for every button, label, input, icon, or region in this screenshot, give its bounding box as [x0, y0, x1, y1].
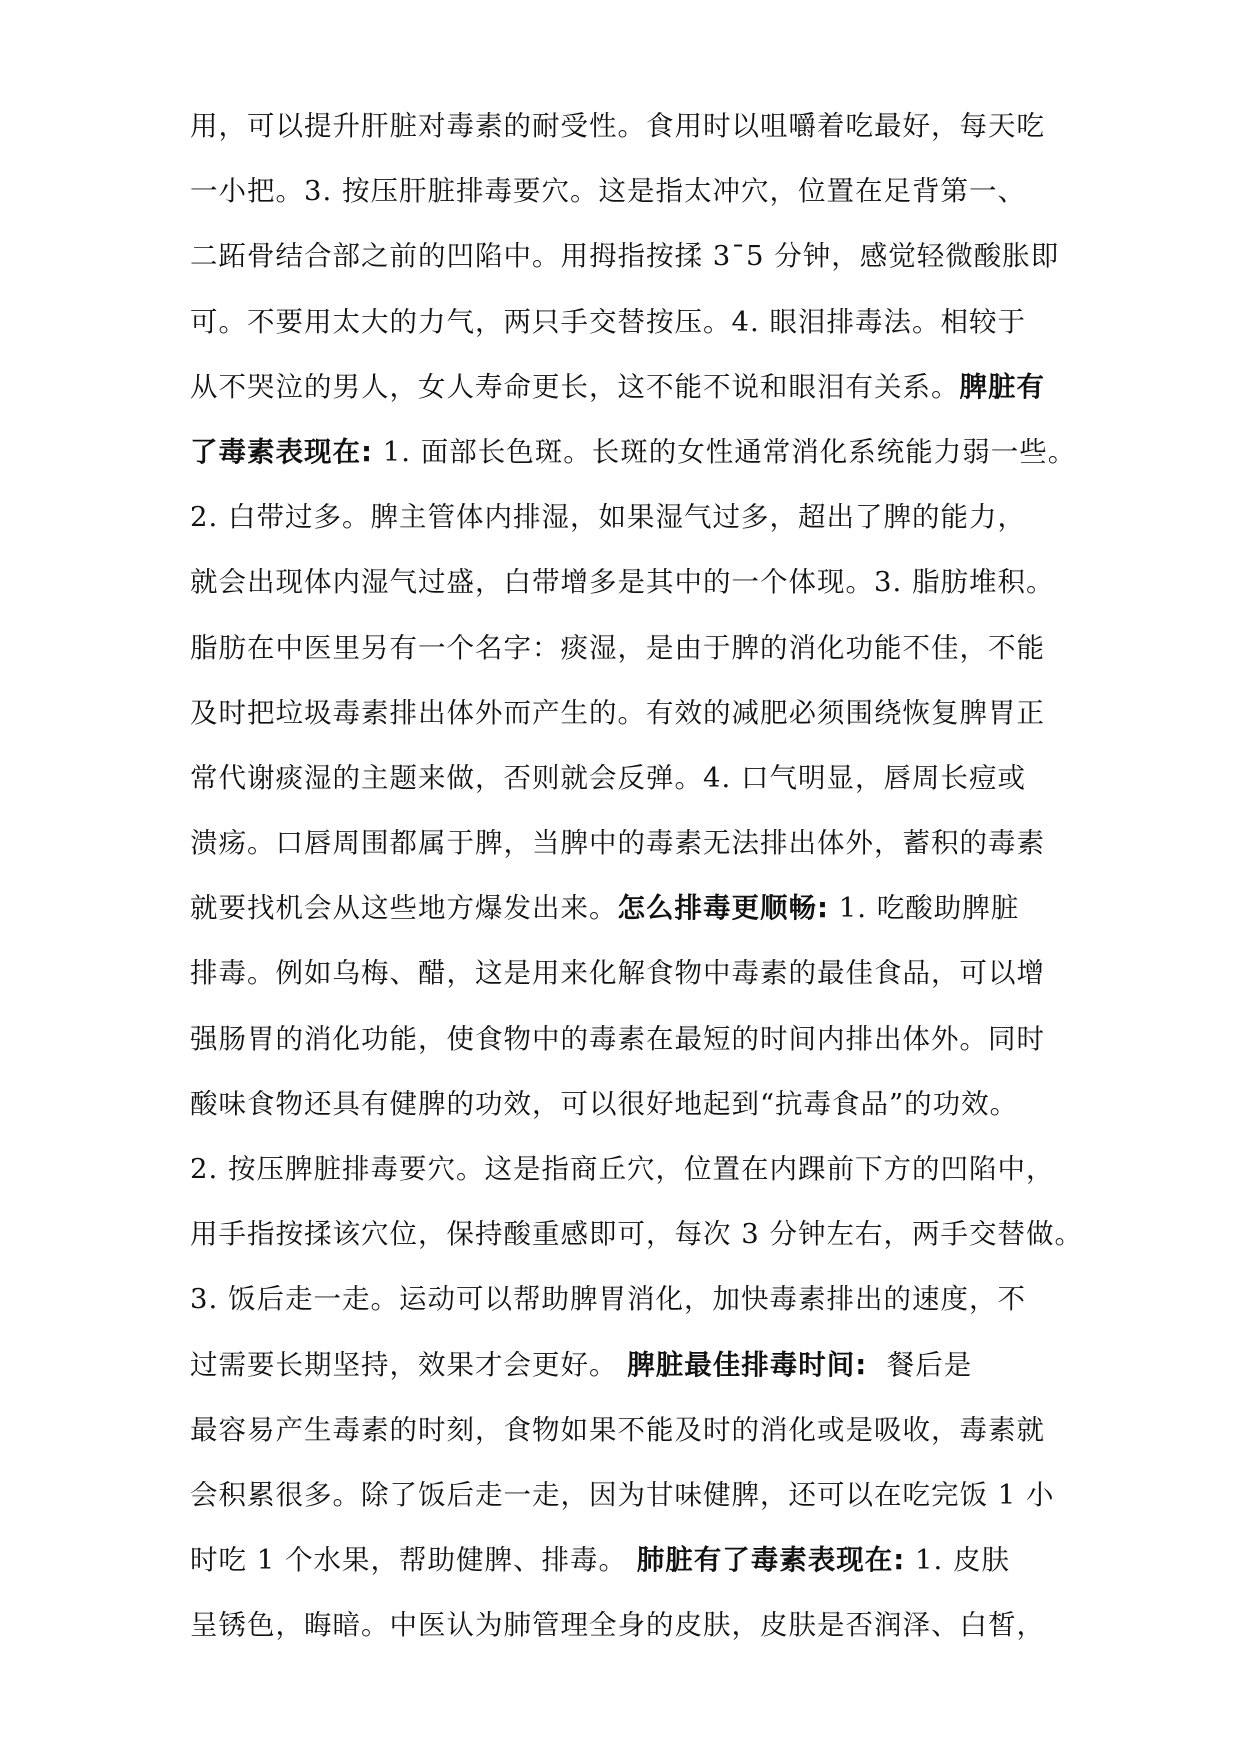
text-run: 酸味食物还具有健脾的功效，可以很好地起到“抗毒食品”的功效。: [190, 1087, 1019, 1120]
text-run: 用手指按揉该穴位，保持酸重感即可，每次 3 分钟左右，两手交替做。: [190, 1218, 1083, 1251]
text-line: [190, 1593, 1070, 1658]
text-line: [190, 811, 1070, 876]
text-run: 常代谢痰湿的主题来做，否则就会反弹。4. 口气明显，唇周长痘或: [190, 761, 1026, 794]
text-line: [190, 224, 1070, 289]
text-run: 从不哭泣的男人，女人寿命更长，这不能不说和眼泪有关系。: [190, 370, 960, 403]
text-run: 强肠胃的消化功能，使食物中的毒素在最短的时间内排出体外。同时: [190, 1022, 1045, 1055]
text-line: [190, 876, 1070, 941]
text-run: 就会出现体内湿气过盛，白带增多是其中的一个体现。3. 脂肪堆积。: [190, 566, 1055, 599]
text-line: [190, 1137, 1070, 1202]
text-run: 二跖骨结合部之前的凹陷中。用拇指按揉 3¯5 分钟，感觉轻微酸胀即: [190, 240, 1060, 273]
text-line: [190, 941, 1070, 1006]
text-run: 溃疡。口唇周围都属于脾，当脾中的毒素无法排出体外，蓄积的毒素: [190, 827, 1045, 860]
section-heading-lung: 肺脏有了毒素表现在:: [636, 1544, 906, 1577]
text-line: [190, 485, 1070, 550]
text-line: [190, 420, 1077, 485]
text-run: 时吃 1 个水果，帮助健脾、排毒。: [190, 1544, 637, 1577]
section-heading-spleen: 脾脏有: [959, 370, 1045, 403]
text-run: 餐后是: [867, 1348, 973, 1381]
text-run: 2. 按压脾脏排毒要穴。这是指商丘穴，位置在内踝前下方的凹陷中，: [190, 1153, 1055, 1185]
section-heading-spleen-cont: 了毒素表现在:: [190, 435, 373, 468]
text-run: 2. 白带过多。脾主管体内排湿，如果湿气过多，超出了脾的能力，: [190, 501, 1026, 534]
text-line: [190, 1202, 1083, 1267]
text-run: 最容易产生毒素的时刻，食物如果不能及时的消化或是吸收，毒素就: [190, 1413, 1045, 1446]
body-text: [190, 94, 1083, 1659]
text-line: [190, 616, 1070, 681]
text-run: 可。不要用太大的力气，两只手交替按压。4. 眼泪排毒法。相较于: [190, 305, 1026, 338]
text-line: [190, 1007, 1070, 1072]
text-line: [190, 290, 1070, 355]
section-heading-spleen-time: 脾脏最佳排毒时间:: [627, 1348, 868, 1381]
text-line: [190, 94, 1070, 159]
text-line: [190, 1463, 1070, 1528]
text-run: 及时把垃圾毒素排出体外而产生的。有效的减肥必须围绕恢复脾胃正: [190, 696, 1045, 729]
text-run: 过需要长期坚持，效果才会更好。: [190, 1348, 628, 1381]
text-run: 1. 面部长色斑。长斑的女性通常消化系统能力弱一些。: [373, 435, 1077, 468]
text-run: 就要找机会从这些地方爆发出来。: [190, 892, 618, 925]
text-run: 脂肪在中医里另有一个名字：痰湿，是由于脾的消化功能不佳，不能: [190, 631, 1045, 664]
text-run: 3. 饭后走一走。运动可以帮助脾胃消化，加快毒素排出的速度，不: [190, 1283, 1026, 1316]
text-run: 排毒。例如乌梅、醋，这是用来化解食物中毒素的最佳食品，可以增: [190, 957, 1045, 990]
text-line: [190, 746, 1070, 811]
text-run: 1. 皮肤: [905, 1544, 1010, 1577]
text-line: [190, 1398, 1070, 1463]
text-line: [190, 1528, 1070, 1593]
text-line: [190, 1267, 1070, 1332]
text-line: [190, 550, 1070, 615]
section-heading-detox: 怎么排毒更顺畅:: [617, 892, 829, 925]
text-run: 用，可以提升肝脏对毒素的耐受性。食用时以咀嚼着吃最好，每天吃: [190, 110, 1045, 142]
text-line: [190, 355, 1070, 420]
text-line: [190, 1333, 1070, 1398]
text-run: 会积累很多。除了饭后走一走，因为甘味健脾，还可以在吃完饭 1 小: [190, 1478, 1055, 1511]
text-run: 一小把。3. 按压肝脏排毒要穴。这是指太冲穴，位置在足背第一、: [190, 175, 1026, 208]
text-line: [190, 681, 1070, 746]
text-run: 1. 吃酸助脾脏: [829, 892, 1020, 925]
text-run: 呈锈色，晦暗。中医认为肺管理全身的皮肤，皮肤是否润泽、白皙，: [190, 1609, 1045, 1642]
text-line: [190, 1072, 1070, 1137]
text-line: [190, 159, 1070, 224]
